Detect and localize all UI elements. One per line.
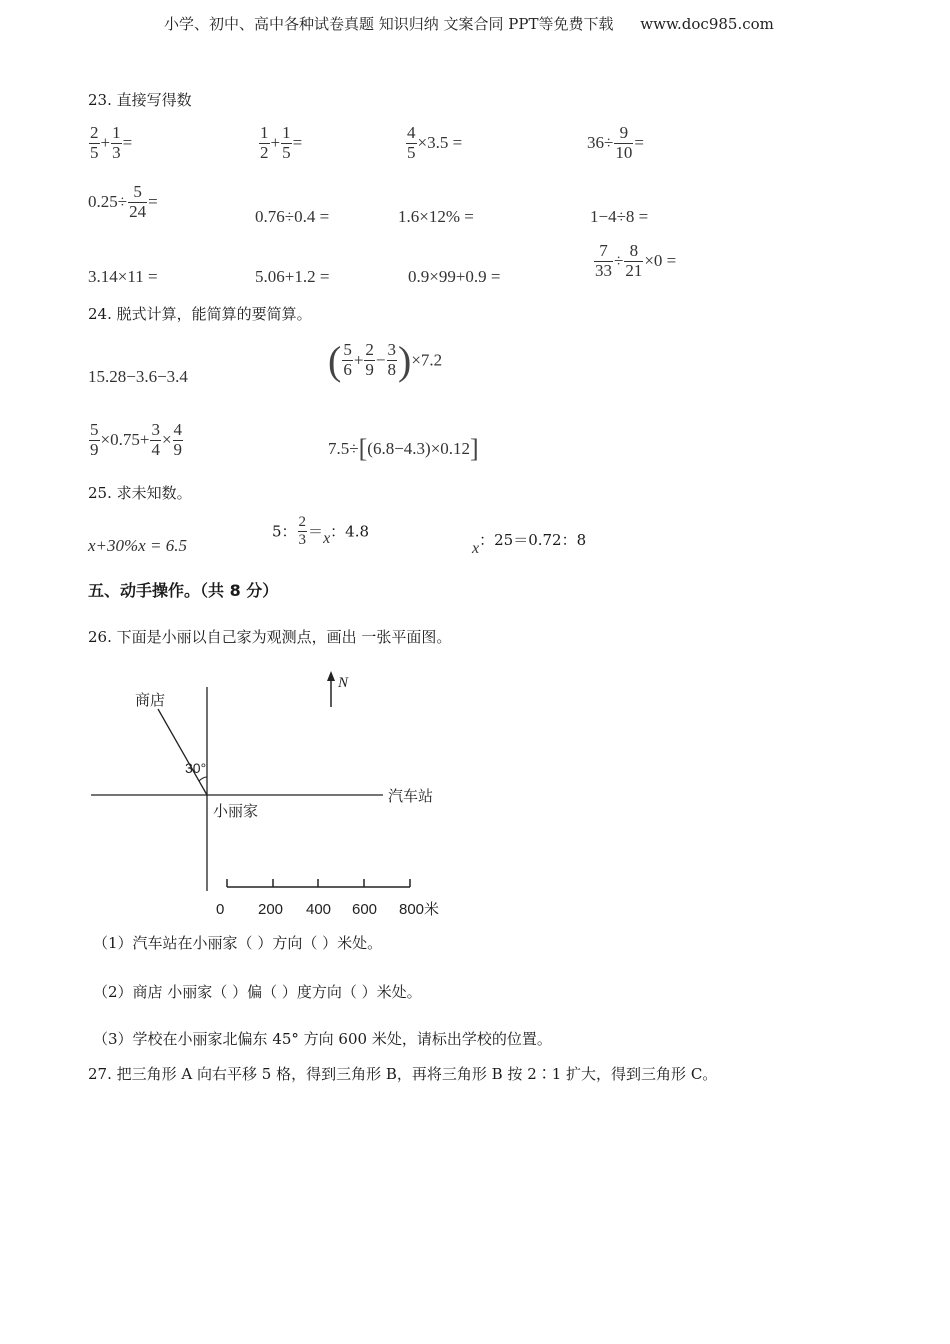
q27-title: 27. 把三角形 A 向右平移 5 格，得到三角形 B，再将三角形 B 按 2∶1 扩大，得到三角形 C。 [88, 1065, 718, 1083]
q24-expr-3: $\frac{5}{9}$ ×0.75+ $\frac{3}{4}$ × $\frac{4}{9}$ [90, 420, 183, 459]
q23-expr-5: 0.25÷ $\frac{5}{24}$ = [88, 182, 158, 221]
q26-title: 26. 下面是小丽以自己家为观测点，画出 一张平面图。 [88, 628, 452, 646]
scale-label-800: 800米 [399, 901, 440, 918]
north-arrow-icon [327, 671, 335, 707]
q26-sub-1: （1）汽车站在小丽家（ ）方向（ ）米处。 [93, 934, 383, 952]
angle-arc [199, 777, 207, 781]
q23-title: 23. 直接写得数 [88, 91, 192, 109]
q23-expr-1: $\frac{2}{5}$ + $\frac{1}{3}$ = [90, 123, 133, 162]
home-label: 小丽家 [213, 803, 259, 820]
q26-sub-2: （2）商店 小丽家（ ）偏（ ）度方向（ ）米处。 [93, 983, 422, 1001]
q25-expr-3: x：25＝0.72：8 [472, 531, 587, 557]
shop-direction-line [158, 709, 207, 795]
q26-map-diagram [85, 665, 465, 925]
q23-expr-7: 1.6×12% = [398, 207, 474, 226]
shop-label: 商店 [135, 692, 166, 709]
north-label: N [338, 675, 349, 691]
header-url[interactable]: www.doc985.com [640, 15, 774, 33]
station-label: 汽车站 [388, 788, 434, 805]
q23-expr-2: $\frac{1}{2}$ + $\frac{1}{5}$ = [260, 123, 303, 162]
scale-label-600: 600 [352, 901, 378, 918]
q23-expr-11: 0.9×99+0.9 = [408, 267, 501, 286]
section-5-title: 五、动手操作。（共 8 分） [88, 581, 279, 600]
q23-expr-10: 5.06+1.2 = [255, 267, 330, 286]
q24-expr-2: ( $\frac{5}{6}$ + $\frac{2}{9}$ − $\frac{3}{8}$ )×7.2 [328, 338, 443, 383]
q23-expr-8: 1−4÷8 = [590, 207, 649, 226]
q24-expr-4: 7.5÷[(6.8−4.3)×0.12] [328, 434, 479, 463]
q23-expr-6: 0.76÷0.4 = [255, 207, 330, 226]
q23-expr-9: 3.14×11 = [88, 267, 158, 286]
scale-label-400: 400 [306, 901, 332, 918]
q25-title: 25. 求未知数。 [88, 484, 192, 502]
angle-label: 30° [185, 760, 207, 776]
scale-bar [227, 879, 410, 887]
q23-expr-12: $\frac{7}{33}$ ÷ $\frac{8}{21}$ ×0 = [595, 241, 677, 280]
q26-sub-3: （3）学校在小丽家北偏东 45° 方向 600 米处，请标出学校的位置。 [93, 1030, 552, 1048]
header-text: 小学、初中、高中各种试卷真题 知识归纳 文案合同 PPT等免费下载 [164, 15, 614, 33]
q25-expr-2: 5： $\frac{2}{3}$ ＝x：4.8 [272, 514, 370, 548]
q24-expr-1: 15.28−3.6−3.4 [88, 367, 188, 386]
scale-label-200: 200 [258, 901, 284, 918]
scale-label-0: 0 [216, 901, 225, 918]
q23-expr-4: 36÷ $\frac{9}{10}$ = [587, 123, 644, 162]
q24-title: 24. 脱式计算，能简算的要简算。 [88, 305, 312, 323]
page-header [164, 13, 774, 34]
q25-expr-1: x+30%x = 6.5 [88, 536, 187, 555]
q23-expr-3: $\frac{4}{5}$ ×3.5 = [407, 123, 463, 162]
